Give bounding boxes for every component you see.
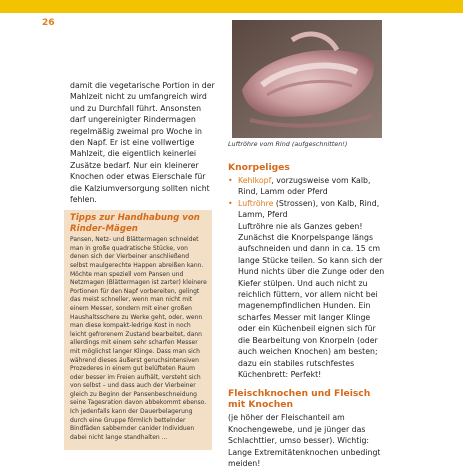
bullet-text: , vorzugsweise vom Kalb, Rind, Lamm oder Pferd <box>238 176 371 197</box>
left-column <box>70 80 215 205</box>
bullet-item <box>228 198 386 221</box>
trachea-photo <box>232 20 382 138</box>
section-heading-fleischknochen: Fleischknochen und Fleisch mit Knochen <box>228 388 371 411</box>
bullet-text: (Strossen), von Kalb, Rind, Lamm, Pferd <box>238 198 380 220</box>
tip-body: Pansen, Netz- und Blättermagen schneidet man in große quadratische Stücke, von denen sich der Vierbeiner anschließend selbst maulgerechte Happen abreißen kann. Möchte man speziell vom Pansen und Netzmagen (Blättermagen ist zarter) kleinere Portionen für den Napf vorbereiten, gelingt das meist schneller, wenn man nicht mit einem Messer, sondern mit einer großen Haushaltsschere zu Werke geht, oder, wenn man diese kompakt-ledrige Kost in noch leicht gefrorenem Zustand bearbeitet, dann allerdings mit einem sehr scharfen Messer mit möglichst langer Klinge. Dass man sich während dieses äußerst geruchsintensiven Prozederes in einem gut belüfteten Raum oder besser im Freien aufhält, versteht sich von selbst – und dass auch der Vierbeiner gleich zu Beginn der Pansenbeschneidung seine Tagesration davon abbekommt ebenso. Ich jedenfalls kann der Dauerbelagerung durch eine Gruppe förmlich bettelnder Bindfäden sabbernder canider Individuen dabei nicht lange standhalten ... <box>70 236 207 441</box>
tip-title: Tipps zur Handhabung von Rinder-Mägen <box>70 213 200 234</box>
bullet-term: Kehlkopf <box>238 176 272 185</box>
tip-box <box>64 210 212 450</box>
bullet-dot-icon: • <box>228 198 233 208</box>
section1-paragraph: Luftröhre nie als Ganzes geben! Zunächst die Knorpelspange längs aufschneiden und dann in ca. 15 cm lange Stücke teilen. So kann sich der Hund nichts über die Zunge oder den Kiefer stülpen. Und auch nicht zu reichlich füttern, vor allem nicht bei magenempfindlichen Hunden. Ein scharfes Messer mit langer Klinge oder ein Küchenbeil eignen sich für die Bearbeitung von Knorpeln (oder auch weichen Knochen) am besten; dazu ein stabiles rutschfestes Küchenbrett: Perfekt! <box>238 221 385 379</box>
photo-caption: Luftröhre vom Rind (aufgeschnitten!) <box>228 140 348 148</box>
section2-paragraph: (je höher der Fleischanteil am Knochengewebe, und je jünger das Schlachttier, umso besser). Wichtig: Lange Extremitätenknochen unbedingt meiden! <box>228 413 381 468</box>
bullet-term: Luftröhre <box>238 198 274 208</box>
page-number: 26 <box>42 18 55 28</box>
top-color-bar <box>0 0 463 13</box>
section-heading-knorpeliges: Knorpeliges <box>228 162 290 173</box>
bullet-dot-icon: • <box>228 176 233 185</box>
bullet-item <box>228 175 386 198</box>
right-column <box>228 158 386 469</box>
trachea-image <box>232 20 382 138</box>
left-paragraph: damit die vegetarische Portion in der Mahlzeit nicht zu umfangreich wird und zu Durchfall führt. Ansonsten darf ungereinigter Rindermagen regelmäßig zweimal pro Woche in den Napf. Er ist eine vollwertige Mahlzeit, die eigentlich keinerlei Zusätze bedarf. Nur ein kleinerer Knochen oder etwas Eierschale für die Kalziumversorgung sollten nicht fehlen. <box>70 81 215 205</box>
